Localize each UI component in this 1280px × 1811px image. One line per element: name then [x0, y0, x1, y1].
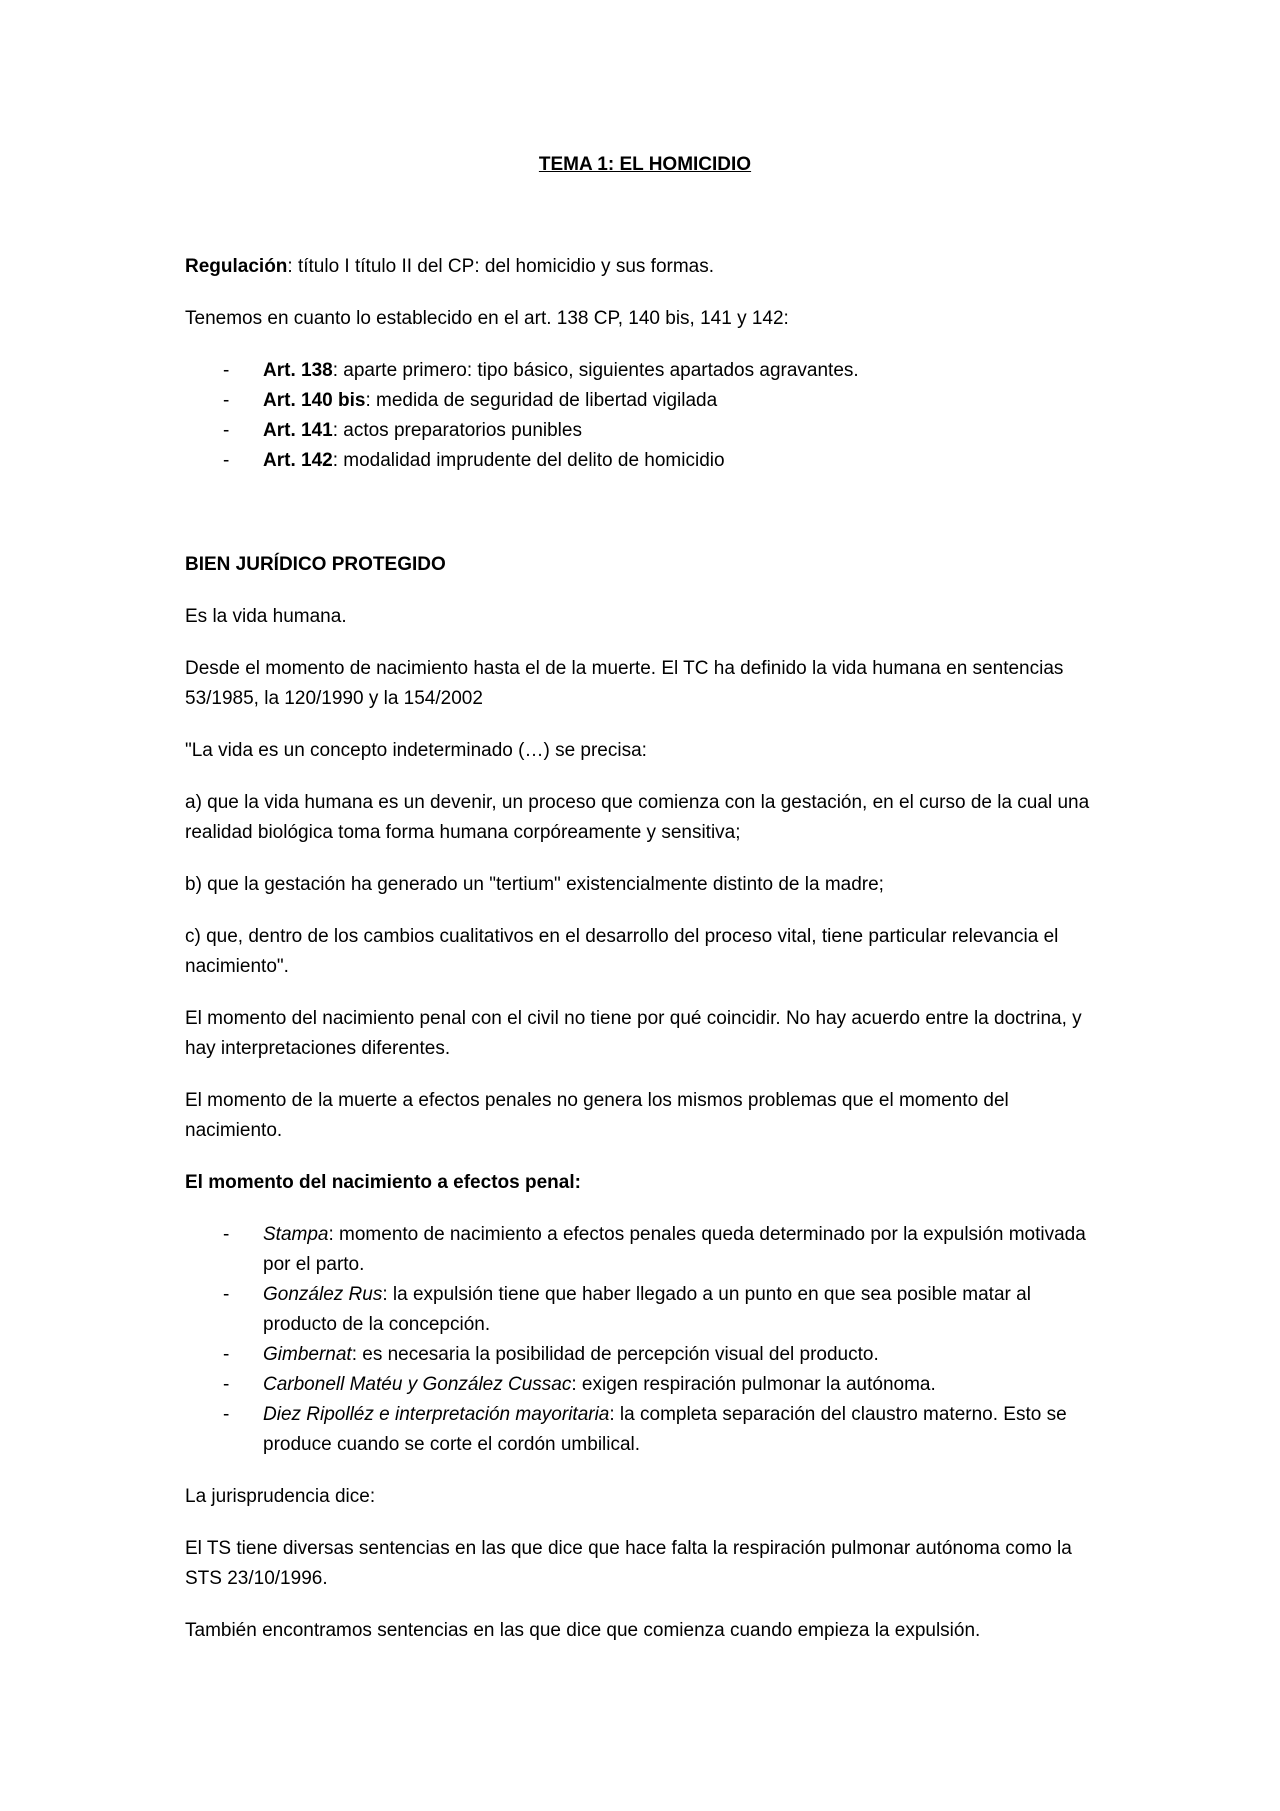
list-item: [185, 416, 1105, 446]
regulacion-text: : título I título II del CP: del homicidio y sus formas.: [287, 256, 715, 277]
article-text: : medida de seguridad de libertad vigilada: [365, 390, 718, 411]
list-item: [185, 1400, 1105, 1460]
article-text: : modalidad imprudente del delito de homicidio: [332, 450, 725, 471]
author-name: Carbonell Matéu y González Cussac: [263, 1374, 572, 1395]
articles-list: [185, 356, 1105, 476]
subsection-heading: El momento del nacimiento a efectos penal:: [185, 1172, 581, 1193]
page-title: TEMA 1: EL HOMICIDIO: [538, 154, 752, 175]
body-paragraph: Es la vida humana.: [185, 606, 347, 627]
dash-bullet: -: [223, 420, 230, 441]
body-paragraph: c) que, dentro de los cambios cualitativos en el desarrollo del proceso vital, tiene particular relevancia el nacimiento".: [185, 926, 1059, 977]
dash-bullet: -: [223, 360, 230, 381]
article-text: : actos preparatorios punibles: [332, 420, 582, 441]
body-paragraph: El TS tiene diversas sentencias en las que dice que hace falta la respiración pulmonar autónoma como la STS 23/10/1996.: [185, 1538, 1072, 1589]
body-paragraph: La jurisprudencia dice:: [185, 1486, 376, 1507]
document-page: [185, 150, 1105, 1668]
author-text: : es necesaria la posibilidad de percepción visual del producto.: [351, 1344, 879, 1365]
body-paragraph: El momento del nacimiento penal con el civil no tiene por qué coincidir. No hay acuerdo entre la doctrina, y hay interpretaciones diferentes.: [185, 1008, 1082, 1059]
body-paragraph: También encontramos sentencias en las que dice que comienza cuando empieza la expulsión.: [185, 1620, 981, 1641]
authors-list: [185, 1220, 1105, 1460]
regulacion-label: Regulación: [185, 256, 288, 277]
body-paragraph: Desde el momento de nacimiento hasta el de la muerte. El TC ha definido la vida humana en sentencias 53/1985, la 120/1990 y la 154/2002: [185, 658, 1064, 709]
author-name: Gimbernat: [263, 1344, 352, 1365]
list-item: [185, 386, 1105, 416]
article-label: Art. 141: [263, 420, 333, 441]
dash-bullet: -: [223, 1224, 230, 1245]
author-text: : momento de nacimiento a efectos penales queda determinado por la expulsión motivada por el parto.: [263, 1224, 1086, 1275]
author-text: : exigen respiración pulmonar la autónoma.: [571, 1374, 936, 1395]
list-item: [185, 1340, 1105, 1370]
body-paragraph: a) que la vida humana es un devenir, un proceso que comienza con la gestación, en el curso de la cual una realidad biológica toma forma humana corpóreamente y sensitiva;: [185, 792, 1090, 843]
section-spacer: [185, 498, 1105, 550]
dash-bullet: -: [223, 1344, 230, 1365]
dash-bullet: -: [223, 1404, 230, 1425]
dash-bullet: -: [223, 1284, 230, 1305]
list-item: [185, 356, 1105, 386]
author-text: : la expulsión tiene que haber llegado a un punto en que sea posible matar al producto de la concepción.: [263, 1284, 1031, 1335]
dash-bullet: -: [223, 450, 230, 471]
author-name: Diez Ripolléz e interpretación mayoritaria: [263, 1404, 610, 1425]
author-name: González Rus: [263, 1284, 383, 1305]
dash-bullet: -: [223, 1374, 230, 1395]
article-label: Art. 138: [263, 360, 333, 381]
list-item: [185, 446, 1105, 476]
body-paragraph: b) que la gestación ha generado un "tertium" existencialmente distinto de la madre;: [185, 874, 884, 895]
article-text: : aparte primero: tipo básico, siguientes apartados agravantes.: [332, 360, 859, 381]
body-paragraph: El momento de la muerte a efectos penales no genera los mismos problemas que el momento del nacimiento.: [185, 1090, 1009, 1141]
article-label: Art. 142: [263, 450, 333, 471]
dash-bullet: -: [223, 390, 230, 411]
body-paragraph: "La vida es un concepto indeterminado (…) se precisa:: [185, 740, 647, 761]
section-heading: BIEN JURÍDICO PROTEGIDO: [185, 554, 446, 575]
regulacion-paragraph: [185, 252, 1105, 282]
list-item: [185, 1280, 1105, 1340]
list-item: [185, 1370, 1105, 1400]
article-label: Art. 140 bis: [263, 390, 366, 411]
intro-paragraph: Tenemos en cuanto lo establecido en el art. 138 CP, 140 bis, 141 y 142:: [185, 308, 789, 329]
author-text: : la completa separación del claustro materno. Esto se produce cuando se corte el cordón umbilical.: [263, 1404, 1067, 1455]
author-name: Stampa: [263, 1224, 329, 1245]
list-item: [185, 1220, 1105, 1280]
